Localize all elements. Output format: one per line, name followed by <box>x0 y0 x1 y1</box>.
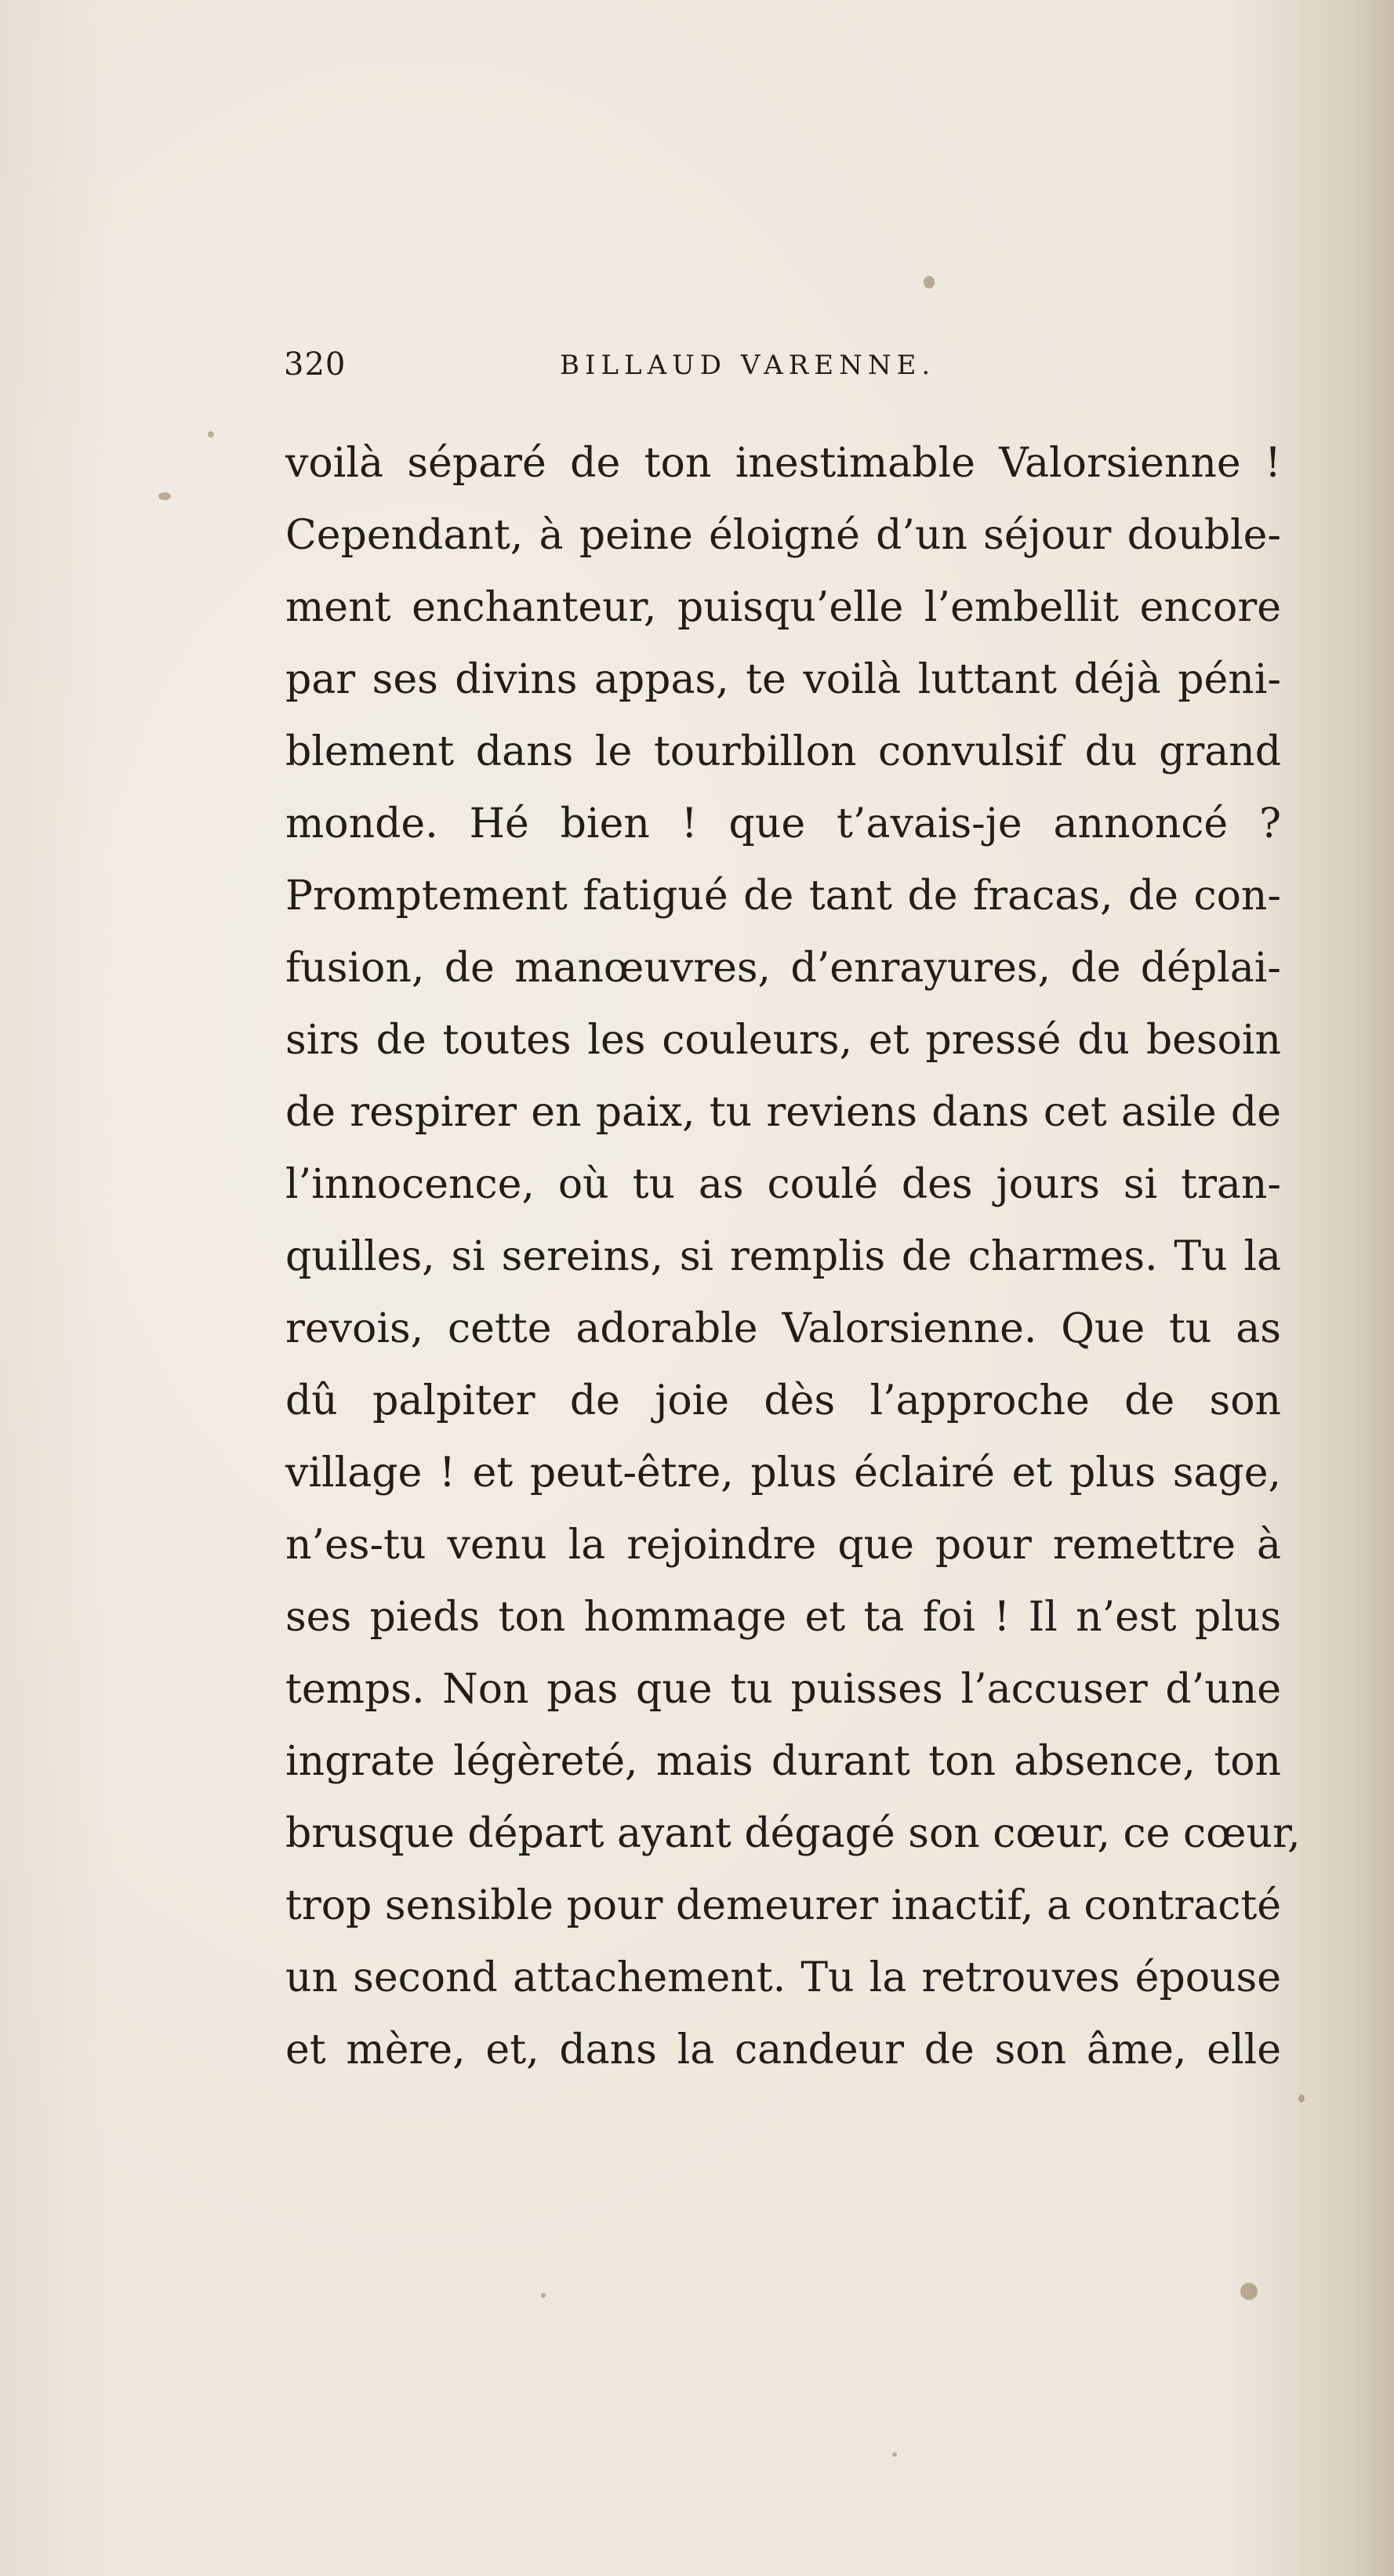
text-line: ingrate légèreté, mais durant ton absence, ton <box>285 1738 1281 1785</box>
text-line: l’innocence, où tu as coulé des jours si tran- <box>285 1161 1281 1208</box>
text-line: dû palpiter de joie dès l’approche de son <box>285 1377 1281 1424</box>
text-line: brusque départ ayant dégagé son cœur, ce cœur, <box>285 1810 1301 1857</box>
text-line: revois, cette adorable Valorsienne. Que tu as <box>285 1305 1281 1352</box>
paper-speck <box>1298 2095 1305 2103</box>
paper-speck <box>208 431 214 437</box>
text-line: trop sensible pour demeurer inactif, a contracté <box>285 1882 1281 1929</box>
text-line: de respirer en paix, tu reviens dans cet asile de <box>285 1089 1281 1136</box>
text-line: et mère, et, dans la candeur de son âme, elle <box>285 2026 1281 2073</box>
text-line: temps. Non pas que tu puisses l’accuser d’une <box>285 1666 1281 1713</box>
text-line: par ses divins appas, te voilà luttant déjà péni- <box>285 656 1281 703</box>
running-title: BILLAUD VARENNE. <box>560 350 936 381</box>
text-line: sirs de toutes les couleurs, et pressé du besoin <box>285 1017 1281 1064</box>
text-line: Promptement fatigué de tant de fracas, de con- <box>285 873 1281 920</box>
paper-speck <box>158 492 171 500</box>
text-line: n’es-tu venu la rejoindre que pour remettre à <box>285 1522 1281 1569</box>
page-header <box>284 346 989 394</box>
text-line: quilles, si sereins, si remplis de charmes. Tu la <box>285 1233 1281 1280</box>
paper-speck <box>541 2293 546 2298</box>
text-line: fusion, de manœuvres, d’enrayures, de déplai- <box>285 945 1281 992</box>
text-line: un second attachement. Tu la retrouves épouse <box>285 1954 1281 2001</box>
text-line: ses pieds ton hommage et ta foi ! Il n’est plus <box>285 1594 1281 1641</box>
paper-speck <box>924 276 935 288</box>
page-number: 320 <box>284 346 347 383</box>
text-line: blement dans le tourbillon convulsif du grand <box>285 728 1281 775</box>
paper-speck <box>892 2452 897 2457</box>
body-text <box>285 427 1301 2086</box>
text-line: monde. Hé bien ! que t’avais-je annoncé ? <box>285 800 1281 847</box>
text-line: Cependant, à peine éloigné d’un séjour double- <box>285 512 1281 559</box>
text-line: ment enchanteur, puisqu’elle l’embellit encore <box>285 584 1281 631</box>
text-line: village ! et peut-être, plus éclairé et plus sage, <box>285 1449 1281 1497</box>
text-line: voilà séparé de ton inestimable Valorsienne ! <box>285 440 1281 487</box>
paper-speck <box>1240 2283 1258 2300</box>
